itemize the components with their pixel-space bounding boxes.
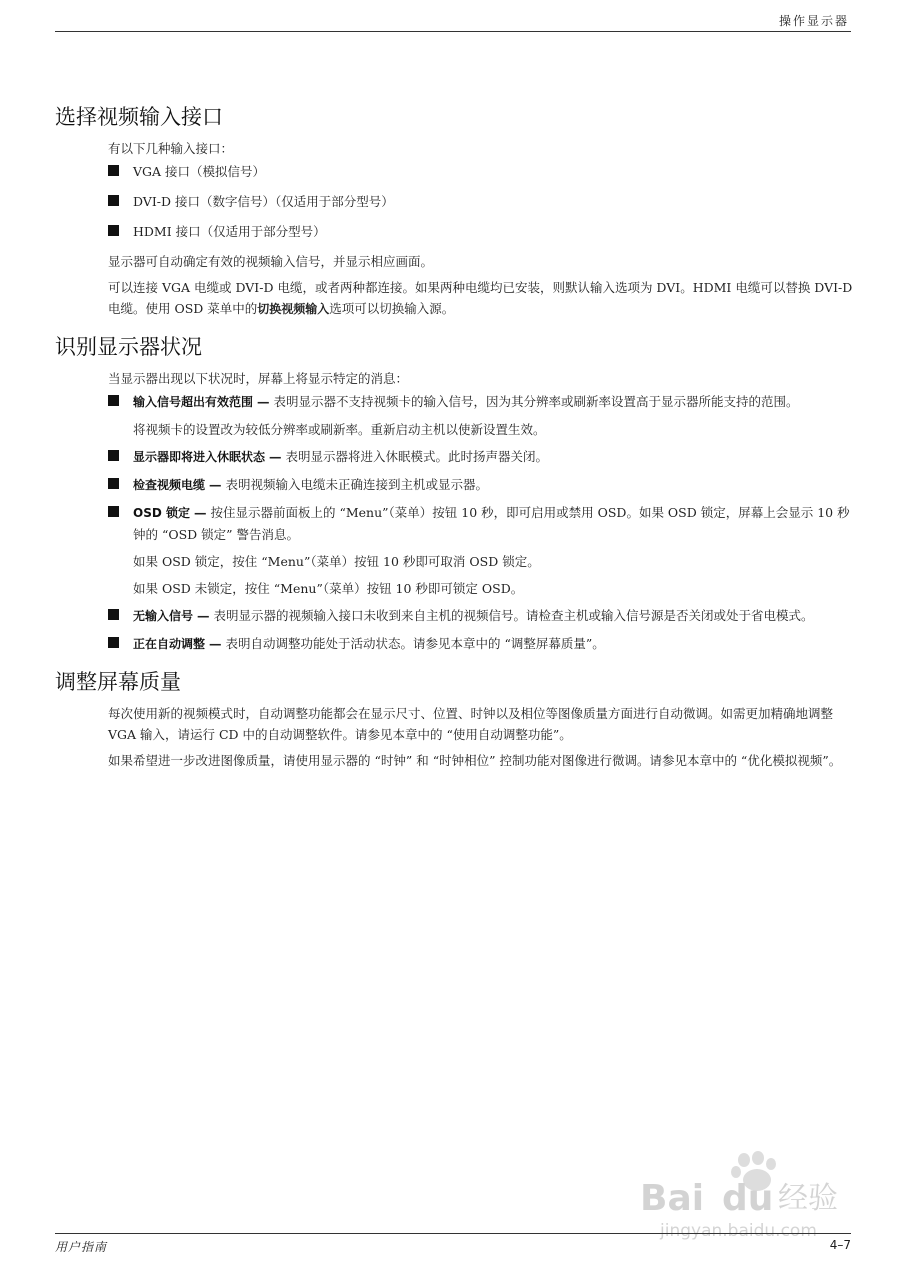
page-content: [55, 100, 855, 776]
em-dash: —: [209, 477, 222, 492]
section-heading-screen-quality: 调整屏幕质量: [55, 670, 181, 694]
bullet-square-icon: [108, 637, 119, 648]
em-dash: —: [193, 505, 207, 520]
em-dash: —: [197, 608, 210, 623]
section-intro: 有以下几种输入接口：: [108, 141, 234, 156]
watermark-brand: Bai: [640, 1178, 705, 1219]
sub-paragraph: 将视频卡的设置改为较低分辨率或刷新率。重新启动主机以使新设置生效。: [133, 422, 546, 437]
em-dash: —: [209, 636, 222, 651]
input-list: [108, 161, 855, 245]
list-item: DVI-D 接口（数字信号）（仅适用于部分型号）: [108, 191, 855, 215]
page-number: 4–7: [829, 1238, 851, 1252]
paragraph: 可以连接 VGA 电缆或 DVI-D 电缆，或者两种都连接。如果两种电缆均已安装，则默认输入选项为 DVI。HDMI 电缆可以替换 DVI-D 电缆。使用 OSD 菜单中的切换视频输入选项可以切换输入源。: [108, 280, 853, 316]
paragraph: 如果希望进一步改进图像质量，请使用显示器的 “时钟” 和 “时钟相位” 控制功能对图像进行微调。请参见本章中的 “优化模拟视频”。: [108, 753, 842, 768]
watermark-brand-suffix: du: [722, 1178, 774, 1219]
em-dash: —: [269, 449, 282, 464]
bullet-square-icon: [108, 395, 119, 406]
list-item: 输入信号超出有效范围 — 表明显示器不支持视频卡的输入信号，因为其分辨率或刷新率设置高于显示器所能支持的范围。 将视频卡的设置改为较低分辨率或刷新率。重新启动主机以使新设置生效。: [108, 391, 855, 440]
bullet-square-icon: [108, 506, 119, 517]
list-item: OSD 锁定 — 按住显示器前面板上的 “Menu”（菜单）按钮 10 秒，即可启用或禁用 OSD。如果 OSD 锁定，屏幕上会显示 10 秒钟的 “OSD 锁定” 警告消息。 如果 OSD 锁定，按住 “Menu”（菜单）按钮 10 秒即可取消 OSD 锁定。 如果 OSD 未锁定，按住 “Menu”（菜单）按钮 10 秒即可锁定 OSD。: [108, 502, 855, 599]
list-item: VGA 接口（模拟信号）: [108, 161, 855, 185]
paragraph: 显示器可自动确定有效的视频输入信号，并显示相应画面。: [108, 254, 434, 269]
list-item: 检查视频电缆 — 表明视频输入电缆未正确连接到主机或显示器。: [108, 474, 855, 496]
condition-term: 无输入信号: [133, 609, 194, 623]
em-dash: —: [257, 394, 270, 409]
list-item: 显示器即将进入休眠状态 — 表明显示器将进入休眠模式。此时扬声器关闭。: [108, 446, 855, 468]
section-heading-video-input: 选择视频输入接口: [55, 105, 223, 129]
list-item: 无输入信号 — 表明显示器的视频输入接口未收到来自主机的视频信号。请检查主机或输入信号源是否关闭或处于省电模式。: [108, 605, 855, 627]
condition-term: 显示器即将进入休眠状态: [133, 450, 266, 464]
list-item: HDMI 接口（仅适用于部分型号）: [108, 221, 855, 245]
section-heading-monitor-conditions: 识别显示器状况: [55, 335, 202, 359]
bullet-square-icon: [108, 195, 119, 206]
watermark-url: jingyan.baidu.com: [660, 1221, 817, 1241]
watermark-label: 经验: [778, 1181, 838, 1216]
bullet-square-icon: [108, 225, 119, 236]
page-header: [55, 8, 851, 32]
bullet-square-icon: [108, 478, 119, 489]
sub-paragraph: 如果 OSD 未锁定，按住 “Menu”（菜单）按钮 10 秒即可锁定 OSD。: [133, 581, 524, 596]
bullet-square-icon: [108, 609, 119, 620]
condition-list: [108, 391, 855, 655]
bullet-square-icon: [108, 165, 119, 176]
bullet-square-icon: [108, 450, 119, 461]
menu-option-term: 切换视频输入: [257, 302, 330, 316]
condition-term: 输入信号超出有效范围: [133, 395, 254, 409]
condition-term: 正在自动调整: [133, 637, 206, 651]
sub-paragraph: 如果 OSD 锁定，按住 “Menu”（菜单）按钮 10 秒即可取消 OSD 锁定。: [133, 554, 540, 569]
list-item: 正在自动调整 — 表明自动调整功能处于活动状态。请参见本章中的 “调整屏幕质量”。: [108, 633, 855, 655]
paragraph: 每次使用新的视频模式时，自动调整功能都会在显示尺寸、位置、时钟以及相位等图像质量方面进行自动微调。如需更加精确地调整 VGA 输入，请运行 CD 中的自动调整软件。请参见本章中的 “使用自动调整功能”。: [108, 706, 834, 742]
baidu-jingyan-watermark: [640, 1150, 870, 1242]
condition-term: 检查视频电缆: [133, 478, 206, 492]
section-intro: 当显示器出现以下状况时，屏幕上将显示特定的消息：: [108, 371, 409, 386]
footer-guide-title: 用户指南: [55, 1240, 108, 1254]
header-title: 操作显示器: [778, 14, 849, 28]
page-footer: [55, 1233, 851, 1255]
condition-term: OSD 锁定: [133, 506, 190, 520]
